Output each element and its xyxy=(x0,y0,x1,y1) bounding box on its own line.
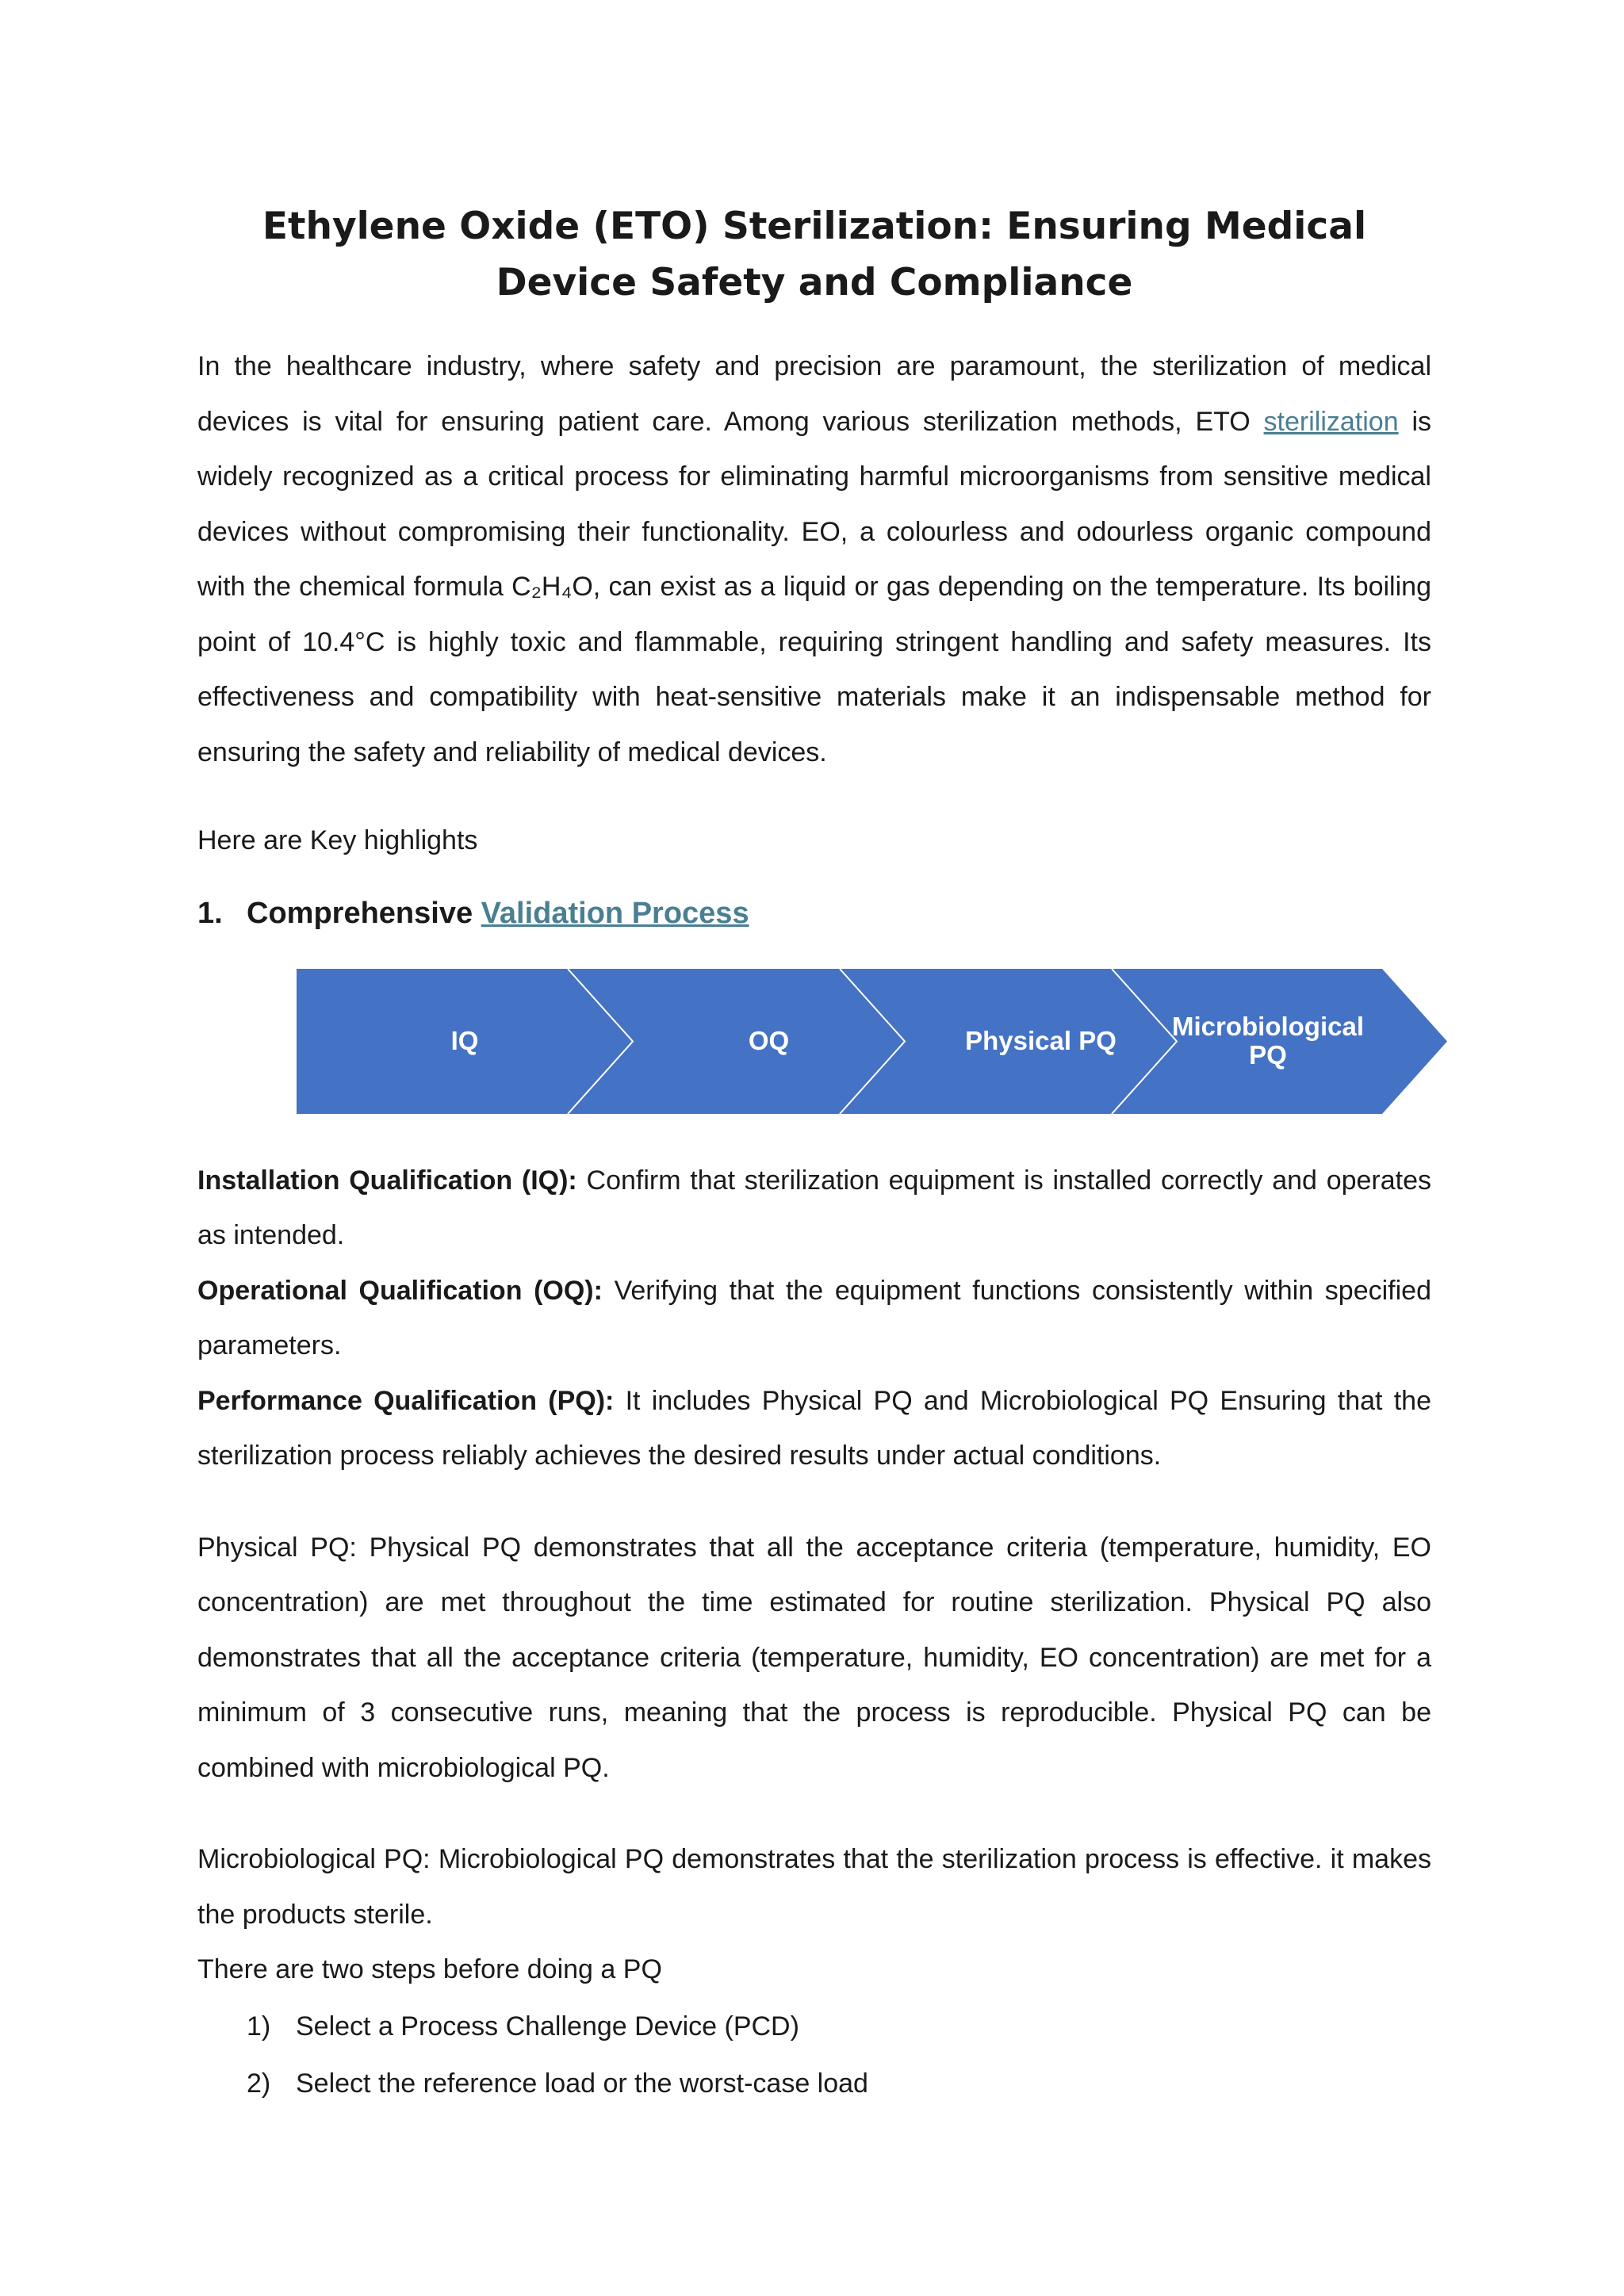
list-item-text: Select a Process Challenge Device (PCD) xyxy=(296,2011,799,2042)
intro-text-end: is widely recognized as a critical process for eliminating harmful microorganisms from sensitive medical devices without compromising their functionality. EO, a colourless and odourless organic compound with the chemical formula C₂H₄O, can exist as a liquid or gas depending on the temperature. Its boiling point of 10.4°C is highly toxic and flammable, requiring stringent handling and safety measures. Its effectiveness and compatibility with heat-sensitive materials make it an indispensable method for ensuring the safety and reliability of medical devices. xyxy=(197,406,1431,767)
qualification-text: Verifying that the equipment functions consistently within specified parameters. xyxy=(197,1275,1431,1360)
page-title: Ethylene Oxide (ETO) Sterilization: Ensuring Medical Device Safety and Compliance xyxy=(262,205,1367,304)
intro-text-start: In the healthcare industry, where safety and precision are paramount, the sterilization of medical devices is vital for ensuring patient care. Among various sterilization methods, ETO xyxy=(197,351,1431,437)
list-item-text: Select the reference load or the worst-case load xyxy=(296,2068,868,2099)
qualification-list xyxy=(197,1154,1431,1484)
qualification-text: Confirm that sterilization equipment is installed correctly and operates as intended. xyxy=(197,1165,1432,1250)
micro-pq-paragraph: Microbiological PQ: Microbiological PQ demonstrates that the sterilization process is effective. it makes the products sterile. xyxy=(197,1844,1431,1930)
steps-intro: There are two steps before doing a PQ xyxy=(197,1954,662,1984)
sterilization-link[interactable]: sterilization xyxy=(1263,406,1399,437)
stage-label-micro-pq: Microbiological PQ xyxy=(1171,1012,1365,1070)
physical-pq-paragraph: Physical PQ: Physical PQ demonstrates that all the acceptance criteria (temperature, humidity, EO concentration) are met throughout the time estimated for routine sterilization. Physical PQ also demonstrates that all the acceptance criteria (temperature, humidity, EO concentration) are met for a minimum of 3 consecutive runs, meaning that the process is reproducible. Physical PQ can be combined with microbiological PQ. xyxy=(197,1532,1431,1783)
list-item-number: 2) xyxy=(247,2068,271,2099)
stage-label-oq: OQ xyxy=(748,1026,790,1055)
qualification-item xyxy=(197,1374,1431,1484)
highlights-lead: Here are Key highlights xyxy=(197,825,478,855)
qualification-item xyxy=(197,1264,1431,1374)
section-title-text: Comprehensive xyxy=(247,896,481,930)
stage-label-iq: IQ xyxy=(450,1026,479,1055)
qualification-label: Installation Qualification (IQ): xyxy=(197,1165,577,1196)
validation-process-diagram xyxy=(297,969,1447,1114)
document-content xyxy=(197,198,1431,2112)
intro-paragraph xyxy=(197,339,1431,780)
section-heading xyxy=(197,890,1431,937)
section-title xyxy=(247,890,749,937)
section-number: 1. xyxy=(197,896,223,930)
stage-label-physical-pq: Physical PQ xyxy=(965,1026,1116,1055)
list-item xyxy=(197,1998,1431,2055)
qualification-label: Performance Qualification (PQ): xyxy=(197,1385,615,1416)
validation-process-link[interactable]: Validation Process xyxy=(481,896,749,930)
qualification-item xyxy=(197,1154,1431,1264)
list-item xyxy=(197,2055,1431,2112)
steps-list xyxy=(197,1998,1431,2112)
list-item-number: 1) xyxy=(247,2011,271,2042)
qualification-label: Operational Qualification (OQ): xyxy=(197,1275,603,1306)
qualification-text: It includes Physical PQ and Microbiological PQ Ensuring that the sterilization process reliably achieves the desired results under actual conditions. xyxy=(197,1385,1432,1471)
